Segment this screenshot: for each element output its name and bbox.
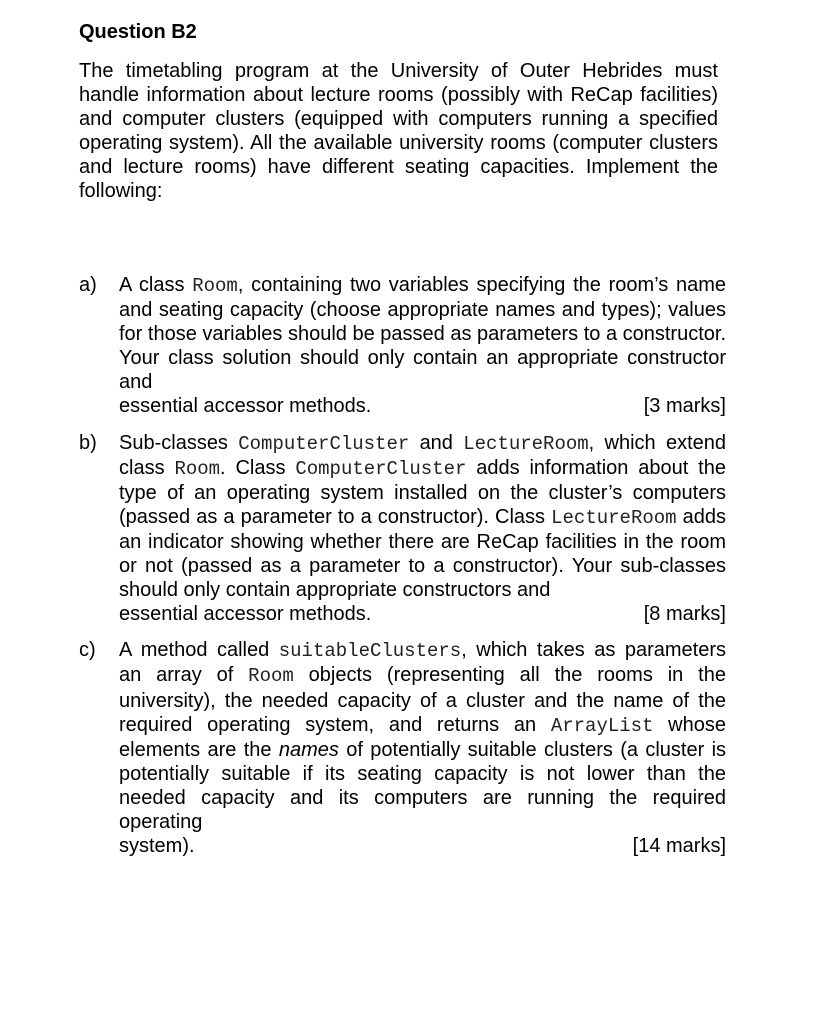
part-c-letter: c) — [79, 639, 96, 662]
part-b-text-6: adds an indicator showing whether there are ReCap facilities in the room or not (passed as a parameter to a constructor). Your sub-classes should only contain appropriate constructors and — [119, 505, 726, 602]
part-c-text — [119, 638, 726, 834]
part-c-code-room: Room — [248, 665, 294, 688]
question-title: Question B2 — [79, 21, 197, 43]
part-c-text-1: A method called — [119, 639, 279, 662]
question-intro: The timetabling program at the University of Outer Hebrides must handle information about lecture rooms (possibly with ReCap facilities) and computer clusters (equipped with computers running a specified operating system). All the available university rooms (computer clusters and lecture rooms) have different seating capacities. Implement the following: — [79, 60, 718, 203]
part-a-last-line — [119, 394, 726, 418]
part-b-marks: [8 marks] — [643, 603, 726, 626]
question-parts-list — [79, 273, 726, 858]
part-b-letter: b) — [79, 431, 97, 454]
part-a-text-1: A class — [119, 274, 193, 296]
part-a-code-room: Room — [192, 275, 238, 297]
part-b-text-4: . Class — [220, 456, 296, 479]
part-b-code-computercluster-2: ComputerCluster — [295, 457, 467, 480]
part-c-last-text: system). — [119, 835, 195, 858]
part-c-text-5: of potentially suitable clusters (a cluster is potentially suitable if its seating capacity is not lower than the needed capacity and its computers are running the required operating — [119, 738, 727, 833]
part-c-text-3: objects (representing all the rooms in the university), the needed capacity of a cluster and the name of the required operating system, and returns an — [119, 664, 726, 736]
part-b-code-lectureroom: LectureRoom — [463, 432, 589, 455]
part-a-text — [119, 273, 726, 394]
part-c-last-line — [119, 834, 726, 858]
part-b-code-room: Room — [174, 457, 221, 480]
part-b-code-lectureroom-2: LectureRoom — [551, 506, 677, 529]
part-c-code-suitableclusters: suitableClusters — [278, 640, 462, 663]
part-a-last-text: essential accessor methods. — [119, 395, 372, 418]
part-a — [79, 273, 726, 419]
part-a-letter: a) — [79, 274, 97, 296]
part-b-last-line — [119, 602, 726, 626]
part-c — [79, 638, 726, 858]
part-b-last-text: essential accessor methods. — [119, 603, 372, 626]
part-b-text-3: , which extend class — [119, 431, 726, 479]
part-b-code-computercluster: ComputerCluster — [238, 432, 410, 455]
part-c-text-4: whose elements are the — [119, 713, 726, 761]
part-b-text — [119, 431, 726, 603]
part-c-text-2: , which takes as parameters an array of — [119, 639, 727, 687]
part-c-code-arraylist: ArrayList — [550, 714, 654, 737]
part-b — [79, 431, 726, 627]
part-a-marks: [3 marks] — [643, 395, 726, 418]
part-a-text-2: , containing two variables specifying the room’s name and seating capacity (choose appropriate names and types); values for those variables should be passed as parameters to a constructor. Your class solution should only contain an appropriate constructor and — [119, 274, 727, 394]
part-b-text-1: Sub-classes — [119, 431, 239, 454]
part-c-emphasis-names: names — [278, 738, 339, 761]
part-c-marks: [14 marks] — [632, 835, 726, 858]
part-b-text-5: adds information about the type of an operating system installed on the cluster’s computers (passed as a parameter to a constructor). Class — [119, 456, 726, 528]
part-b-text-2: and — [409, 431, 464, 454]
